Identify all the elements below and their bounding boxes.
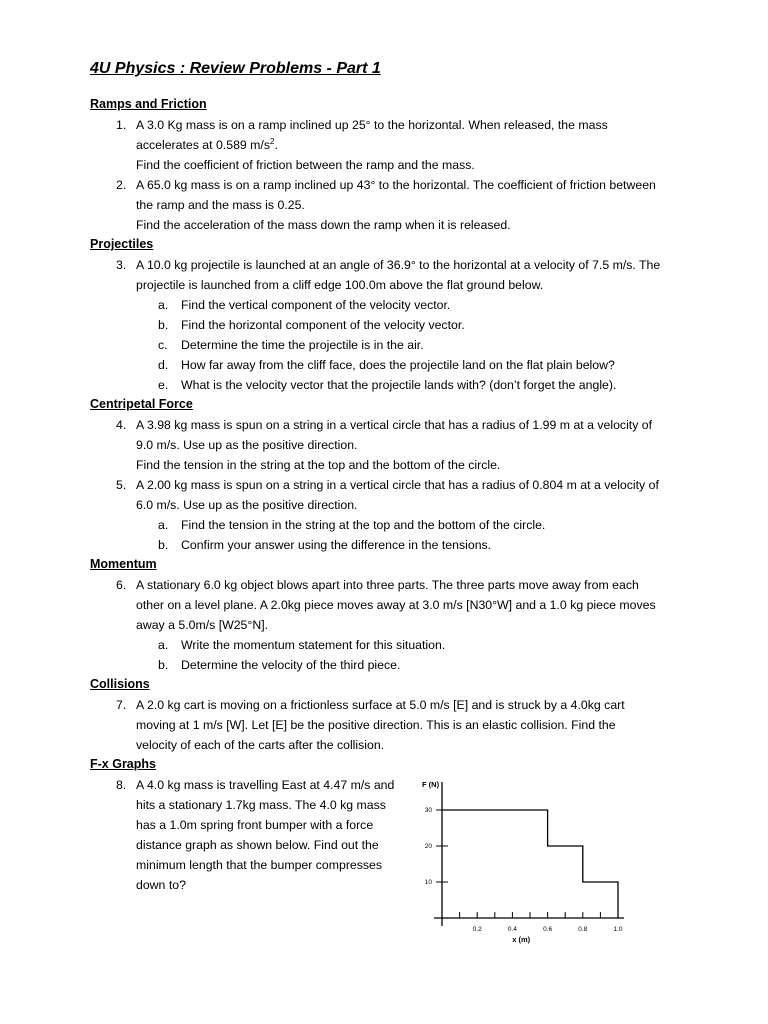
section-momentum: Momentum <box>90 557 157 571</box>
question-2-line-3: Find the acceleration of the mass down the ramp when it is released. <box>136 218 511 232</box>
question-8-number: 8. <box>116 778 127 792</box>
question-5-line-1: A 2.00 kg mass is spun on a string in a vertical circle that has a radius of 0.804 m at a velocity of <box>136 478 659 492</box>
question-3-line-2: projectile is launched from a cliff edge 100.0m above the flat ground below. <box>136 278 544 292</box>
question-1-line-1: A 3.0 Kg mass is on a ramp inclined up 25° to the horizontal. When released, the mass <box>136 118 608 132</box>
question-5b-label: b. <box>158 538 169 552</box>
page-title: 4U Physics : Review Problems - Part 1 <box>90 60 381 77</box>
x-tick-label: 0.6 <box>543 926 553 933</box>
question-5a-label: a. <box>158 518 169 532</box>
force-step-line <box>442 810 618 918</box>
question-3-number: 3. <box>116 258 127 272</box>
x-tick-label: 0.8 <box>578 926 588 933</box>
question-7-line-3: velocity of each of the carts after the collision. <box>136 738 385 752</box>
question-8-line-4: distance graph as shown below. Find out the <box>136 838 379 852</box>
question-6-line-3: away a 5.0m/s [W25°N]. <box>136 618 269 632</box>
question-3d-label: d. <box>158 358 169 372</box>
question-4-number: 4. <box>116 418 127 432</box>
question-3e-label: e. <box>158 378 169 392</box>
question-5a-text: Find the tension in the string at the top and the bottom of the circle. <box>181 518 546 532</box>
question-5-number: 5. <box>116 478 127 492</box>
question-2-number: 2. <box>116 178 127 192</box>
question-8-line-3: has a 1.0m spring front bumper with a force <box>136 818 374 832</box>
question-6-number: 6. <box>116 578 127 592</box>
question-6a-label: a. <box>158 638 169 652</box>
x-tick-label: 1.0 <box>613 926 623 933</box>
question-1-number: 1. <box>116 118 127 132</box>
question-3-line-1: A 10.0 kg projectile is launched at an angle of 36.9° to the horizontal at a velocity of 7.5 m/s. The <box>136 258 661 272</box>
question-3d-text: How far away from the cliff face, does the projectile land on the flat plain below? <box>181 358 615 372</box>
y-tick-label: 30 <box>424 807 432 814</box>
question-4-line-2: 9.0 m/s. Use up as the positive direction. <box>136 438 358 452</box>
y-axis-label: F (N) <box>422 780 440 789</box>
question-2-line-2: the ramp and the mass is 0.25. <box>136 198 305 212</box>
section-ramps-friction: Ramps and Friction <box>90 97 207 111</box>
question-3c-label: c. <box>158 338 168 352</box>
question-6b-text: Determine the velocity of the third piece. <box>181 658 401 672</box>
question-1-line-2-text: accelerates at 0.589 m/s <box>136 138 270 152</box>
question-8-line-5: minimum length that the bumper compresses <box>136 858 383 872</box>
question-5-line-2: 6.0 m/s. Use up as the positive direction. <box>136 498 358 512</box>
question-1-line-2-end: . <box>274 138 278 152</box>
y-tick-label: 10 <box>424 879 432 886</box>
question-5b-text: Confirm your answer using the difference in the tensions. <box>181 538 492 552</box>
question-6-line-2: other on a level plane. A 2.0kg piece moves away at 3.0 m/s [N30°W] and a 1.0 kg piece moves <box>136 598 656 612</box>
question-3e-text: What is the velocity vector that the projectile lands with? (don’t forget the angle). <box>181 378 617 392</box>
question-1-line-3: Find the coefficient of friction between the ramp and the mass. <box>136 158 475 172</box>
section-centripetal-force: Centripetal Force <box>90 397 193 411</box>
section-projectiles: Projectiles <box>90 237 154 251</box>
force-distance-graph <box>410 772 640 947</box>
question-3b-label: b. <box>158 318 169 332</box>
question-6b-label: b. <box>158 658 169 672</box>
question-8-line-1: A 4.0 kg mass is travelling East at 4.47 m/s and <box>136 778 395 792</box>
question-4-line-3: Find the tension in the string at the top and the bottom of the circle. <box>136 458 501 472</box>
question-3b-text: Find the horizontal component of the velocity vector. <box>181 318 465 332</box>
question-1-line-2 <box>136 137 278 153</box>
x-axis-label: x (m) <box>512 935 531 944</box>
question-7-line-1: A 2.0 kg cart is moving on a frictionless surface at 5.0 m/s [E] and is struck by a 4.0kg cart <box>136 698 625 712</box>
question-3a-label: a. <box>158 298 169 312</box>
question-3c-text: Determine the time the projectile is in the air. <box>181 338 424 352</box>
x-tick-label: 0.2 <box>472 926 482 933</box>
question-8-line-6: down to? <box>136 878 186 892</box>
question-6-line-1: A stationary 6.0 kg object blows apart into three parts. The three parts move away from each <box>136 578 639 592</box>
section-fx-graphs: F-x Graphs <box>90 757 156 771</box>
y-tick-label: 20 <box>424 843 432 850</box>
x-tick-label: 0.4 <box>507 926 517 933</box>
section-collisions: Collisions <box>90 677 150 691</box>
question-8-line-2: hits a stationary 1.7kg mass. The 4.0 kg mass <box>136 798 386 812</box>
question-3a-text: Find the vertical component of the velocity vector. <box>181 298 451 312</box>
question-7-number: 7. <box>116 698 127 712</box>
question-1-superscript: 2 <box>269 136 275 146</box>
question-6a-text: Write the momentum statement for this situation. <box>181 638 446 652</box>
question-7-line-2: moving at 1 m/s [W]. Let [E] be the positive direction. This is an elastic collision. Find the <box>136 718 616 732</box>
question-2-line-1: A 65.0 kg mass is on a ramp inclined up 43° to the horizontal. The coefficient of friction between <box>136 178 656 192</box>
question-4-line-1: A 3.98 kg mass is spun on a string in a vertical circle that has a radius of 1.99 m at a velocity of <box>136 418 653 432</box>
